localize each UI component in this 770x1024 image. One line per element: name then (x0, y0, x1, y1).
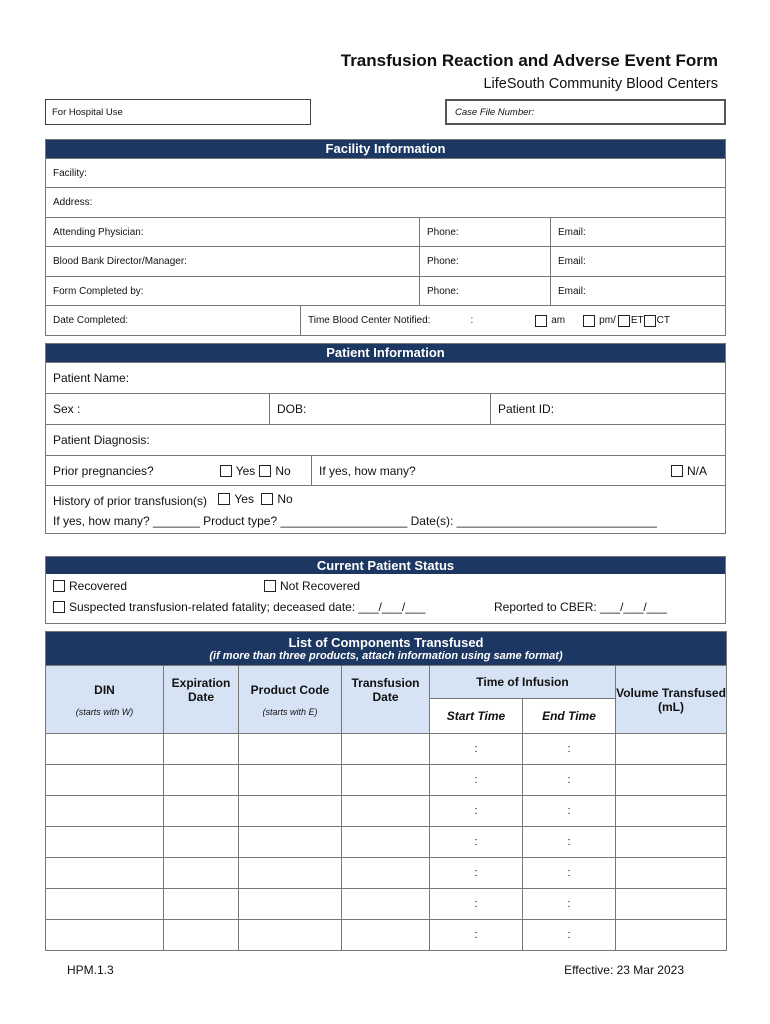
table-row (46, 827, 727, 858)
expiration-cell[interactable] (164, 827, 239, 858)
end-time-cell[interactable]: : (523, 858, 616, 889)
patient-name-row (46, 362, 725, 393)
diagnosis-row (46, 424, 725, 455)
end-time-cell[interactable]: : (523, 920, 616, 951)
sex-dob-row (46, 393, 725, 424)
end-time-header: End Time (523, 699, 616, 734)
patient-section (45, 343, 726, 534)
form-id: HPM.1.3 (67, 963, 114, 977)
expiration-cell[interactable] (164, 889, 239, 920)
product-code-cell[interactable] (239, 920, 342, 951)
completed-by-row (46, 276, 725, 305)
diagnosis-field[interactable] (46, 425, 725, 455)
status-section (45, 556, 726, 624)
transfusion-date-cell[interactable] (342, 765, 430, 796)
expiration-cell[interactable] (164, 765, 239, 796)
date-completed-field[interactable] (46, 306, 300, 335)
time-notified-field[interactable] (300, 306, 725, 335)
phone-label: Phone: (427, 226, 459, 238)
history-no-checkbox[interactable] (261, 493, 273, 505)
history-no-option[interactable] (261, 492, 292, 506)
pregnancies-count-field[interactable] (311, 456, 725, 485)
hospital-use-label: For Hospital Use (52, 107, 123, 118)
no-label: No (277, 491, 293, 506)
director-row (46, 246, 725, 276)
volume-cell[interactable] (616, 734, 727, 765)
completed-by-phone-field[interactable] (419, 277, 550, 305)
din-cell[interactable] (46, 796, 164, 827)
time-colon: : (470, 315, 474, 326)
components-subtitle: (if more than three products, attach information using same format) (209, 650, 563, 662)
start-time-cell[interactable]: : (430, 796, 523, 827)
start-time-cell[interactable]: : (430, 858, 523, 889)
form-title: Transfusion Reaction and Adverse Event Form (340, 51, 718, 70)
volume-cell[interactable] (616, 827, 727, 858)
recovered-option[interactable] (53, 579, 264, 593)
din-cell[interactable] (46, 734, 164, 765)
address-label: Address: (53, 197, 93, 208)
yes-label: Yes (235, 463, 256, 478)
date-completed-label: Date Completed: (53, 315, 129, 326)
fatality-checkbox[interactable] (53, 601, 65, 613)
end-time-cell[interactable]: : (523, 734, 616, 765)
completed-by-label: Form Completed by: (53, 285, 144, 297)
reported-cber-label[interactable]: Reported to CBER: ___/___/___ (494, 600, 667, 614)
pregnancies-no-checkbox[interactable] (259, 465, 271, 477)
product-code-header (239, 666, 342, 734)
din-cell[interactable] (46, 827, 164, 858)
product-code-note: (starts with E) (262, 706, 318, 717)
end-time-cell[interactable]: : (523, 827, 616, 858)
am-option[interactable] (535, 315, 565, 327)
pm-label: pm/ (599, 315, 616, 326)
components-header-row (46, 632, 727, 666)
transfusion-date-header: Transfusion Date (342, 666, 430, 734)
volume-cell[interactable] (616, 858, 727, 889)
am-checkbox[interactable] (535, 315, 547, 327)
phone-label: Phone: (427, 256, 459, 267)
transfusion-date-cell[interactable] (342, 734, 430, 765)
end-time-cell[interactable]: : (523, 889, 616, 920)
na-label: N/A (686, 463, 707, 478)
history-question (53, 492, 725, 508)
attending-email-field[interactable] (550, 218, 725, 246)
expiration-cell[interactable] (164, 920, 239, 951)
product-code-cell[interactable] (239, 858, 342, 889)
effective-date: Effective: 23 Mar 2023 (564, 963, 684, 977)
transfusion-date-cell[interactable] (342, 796, 430, 827)
pregnancies-yes-checkbox[interactable] (220, 465, 232, 477)
column-header-row-1 (46, 666, 727, 699)
dob-label: DOB: (277, 402, 307, 416)
email-label: Email: (558, 256, 586, 267)
start-time-cell[interactable]: : (430, 889, 523, 920)
facility-row (46, 158, 725, 187)
fatality-option[interactable] (53, 600, 494, 614)
director-field[interactable] (46, 247, 419, 276)
email-label: Email: (558, 285, 586, 297)
end-time-cell[interactable]: : (523, 765, 616, 796)
attending-field[interactable] (46, 218, 419, 246)
din-note: (starts with W) (75, 706, 134, 717)
transfusion-date-cell[interactable] (342, 858, 430, 889)
ct-checkbox[interactable] (644, 315, 656, 327)
table-row (46, 889, 727, 920)
table-row (46, 734, 727, 765)
pregnancies-row (46, 455, 725, 485)
start-time-cell[interactable]: : (430, 827, 523, 858)
pregnancies-label: Prior pregnancies? (53, 463, 154, 478)
din-cell[interactable] (46, 765, 164, 796)
date-completed-row (46, 305, 725, 335)
patient-heading: Patient Information (46, 344, 725, 362)
address-field[interactable] (46, 188, 725, 217)
product-code-cell[interactable] (239, 796, 342, 827)
components-title: List of Components Transfused (288, 635, 484, 650)
status-body (46, 574, 725, 623)
patient-name-field[interactable] (46, 363, 725, 393)
attending-phone-field[interactable] (419, 218, 550, 246)
product-code-cell[interactable] (239, 889, 342, 920)
na-option[interactable] (671, 464, 707, 478)
facility-heading: Facility Information (46, 140, 725, 158)
pregnancies-no-option[interactable] (259, 464, 290, 478)
volume-cell[interactable] (616, 920, 727, 951)
case-file-label: Case File Number: (455, 107, 535, 118)
components-table (45, 631, 727, 951)
facility-label: Facility: (53, 167, 87, 179)
attending-label: Attending Physician: (53, 226, 144, 238)
din-header-label: DIN (94, 682, 115, 697)
na-checkbox[interactable] (671, 465, 683, 477)
expiration-cell[interactable] (164, 858, 239, 889)
product-code-cell[interactable] (239, 765, 342, 796)
am-label: am (551, 315, 566, 326)
recovered-label: Recovered (69, 578, 128, 593)
recovered-checkbox[interactable] (53, 580, 65, 592)
director-phone-field[interactable] (419, 247, 550, 276)
not-recovered-label: Not Recovered (280, 578, 361, 593)
status-line-1 (53, 577, 718, 594)
expiration-header: Expiration Date (164, 666, 239, 734)
pregnancies-field (46, 456, 311, 485)
start-time-header: Start Time (430, 699, 523, 734)
facility-section (45, 139, 726, 336)
facility-field[interactable] (46, 159, 725, 187)
not-recovered-option[interactable] (264, 579, 360, 593)
start-time-cell[interactable]: : (430, 920, 523, 951)
table-row (46, 858, 727, 889)
din-header (46, 666, 164, 734)
case-file-number-field[interactable] (445, 99, 726, 125)
et-checkbox[interactable] (618, 315, 630, 327)
time-notified-label: Time Blood Center Notified: (308, 315, 431, 326)
transfusion-date-cell[interactable] (342, 827, 430, 858)
attending-row (46, 217, 725, 246)
director-email-field[interactable] (550, 247, 725, 276)
completed-by-field[interactable] (46, 277, 419, 305)
transfusion-date-cell[interactable] (342, 889, 430, 920)
ct-label: CT (656, 315, 670, 326)
status-line-2 (53, 594, 718, 620)
phone-label: Phone: (427, 285, 459, 297)
history-yes-checkbox[interactable] (218, 493, 230, 505)
pm-option[interactable] (583, 315, 616, 327)
ct-option[interactable] (644, 315, 670, 327)
volume-cell[interactable] (616, 765, 727, 796)
product-code-label: Product Code (250, 682, 330, 697)
organization-name: LifeSouth Community Blood Centers (483, 76, 718, 92)
end-time-cell[interactable]: : (523, 796, 616, 827)
no-label: No (275, 463, 291, 478)
start-time-cell[interactable]: : (430, 765, 523, 796)
table-row (46, 920, 727, 951)
dob-field[interactable] (269, 394, 490, 424)
volume-header: Volume Transfused (mL) (616, 666, 727, 734)
history-details-line[interactable]: If yes, how many? _______ Product type? ___________________ Date(s): ______________________________ (53, 513, 657, 528)
yes-label: Yes (234, 491, 254, 506)
din-cell[interactable] (46, 920, 164, 951)
product-code-cell[interactable] (239, 827, 342, 858)
patient-id-label: Patient ID: (498, 402, 555, 416)
transfusion-date-cell[interactable] (342, 920, 430, 951)
pregnancies-yes-option[interactable] (220, 464, 256, 478)
product-code-cell[interactable] (239, 734, 342, 765)
table-row (46, 765, 727, 796)
how-many-label: If yes, how many? (319, 463, 416, 478)
completed-by-email-field[interactable] (550, 277, 725, 305)
sex-label: Sex : (53, 402, 81, 416)
et-option[interactable] (618, 315, 644, 327)
volume-cell[interactable] (616, 889, 727, 920)
history-yes-option[interactable] (218, 492, 254, 506)
start-time-cell[interactable]: : (430, 734, 523, 765)
fatality-label: Suspected transfusion-related fatality; deceased date: ___/___/___ (69, 600, 426, 614)
et-label: ET (630, 315, 644, 326)
address-row (46, 187, 725, 217)
status-heading: Current Patient Status (46, 557, 725, 574)
patient-id-field[interactable] (490, 394, 725, 424)
hospital-use-field[interactable] (45, 99, 311, 125)
diagnosis-label: Patient Diagnosis: (53, 433, 150, 447)
sex-field[interactable] (46, 394, 269, 424)
volume-cell[interactable] (616, 796, 727, 827)
not-recovered-checkbox[interactable] (264, 580, 276, 592)
patient-name-label: Patient Name: (53, 371, 130, 385)
components-heading-cell (46, 632, 727, 666)
time-of-infusion-header: Time of Infusion (430, 666, 616, 699)
components-rows (46, 734, 727, 951)
din-cell[interactable] (46, 889, 164, 920)
pm-checkbox[interactable] (583, 315, 595, 327)
email-label: Email: (558, 226, 586, 238)
director-label: Blood Bank Director/Manager: (53, 256, 187, 267)
expiration-cell[interactable] (164, 796, 239, 827)
history-label: History of prior transfusion(s) (53, 493, 208, 508)
din-cell[interactable] (46, 858, 164, 889)
expiration-cell[interactable] (164, 734, 239, 765)
transfusion-history-row (46, 485, 725, 533)
table-row (46, 796, 727, 827)
